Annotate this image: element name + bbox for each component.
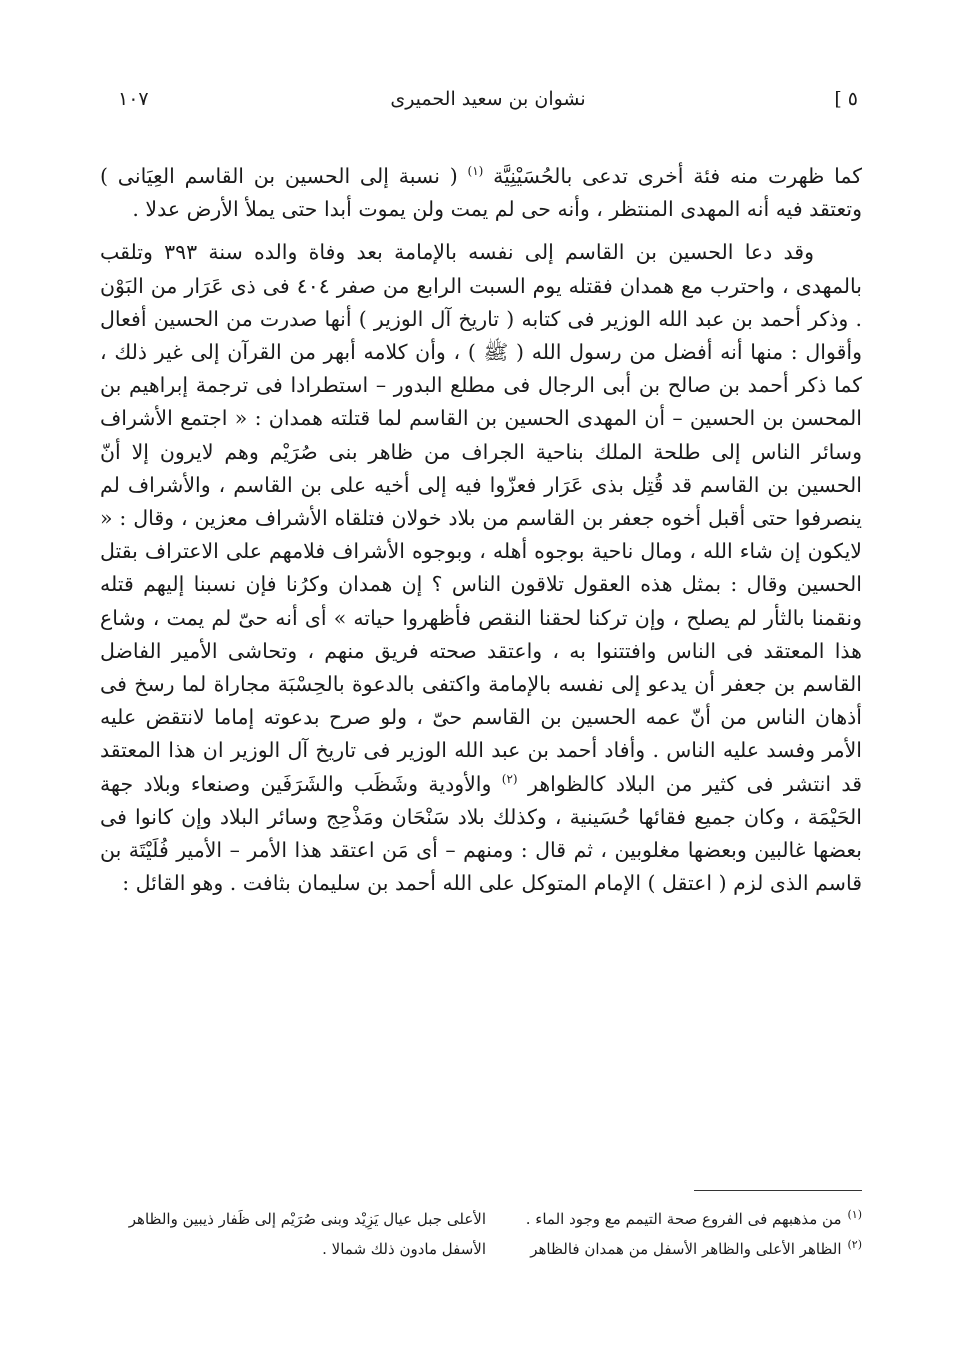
paragraph-2 — [100, 236, 862, 900]
paragraph-2-text-a: وقد دعا الحسين بن القاسم إلى نفسه بالإمامة بعد وفاة والده سنة ٣٩٣ وتلقب بالمهدى ، واحترب مع همدان فقتله يوم السبت الرابع من صفر ٤٠٤ فى ذى عَرَار من البَوْن . وذكر أحمد بن عبد الله الوزير فى كتابه ( تاريخ آل الوزير ) أنها صدرت من الحسين أفعال وأقوال : منها أنه أفضل من رسول الله ( ﷺ ) ، وأن كلامه أبهر من القرآن إلى غير ذلك ، كما ذكر أحمد بن صالح بن أبى الرجال فى مطلع البدور – استطرادا فى ترجمة إبراهيم بن المحسن بن الحسين – أن المهدى الحسين بن القاسم لما قتلته همدان : « اجتمع الأشراف وسائر الناس إلى طلحة الملك بناحية الجراف من ظاهر بنى صُرَيْم وهم لايرون إلا أنّ الحسين بن القاسم قد قُتِل بذى عَرَار فعزّوا فيه إلى أخيه على بن القاسم ، والأشراف لم ينصرفوا حتى أقبل أخوه جعفر بن القاسم من بلاد خولان فتلقاه الأشراف معزين ، وقال : « لايكون إن شاء الله ، ومال ناحية بوجوه أهله ، وبوجوه الأشراف فلامهم على الاعتراف بقتل الحسين وقال : بمثل هذه العقول تلاقون الناس ؟ إن همدان وكرُنا فإن نسبنا إليهم قتله ونقمنا بالثأر لم يصلح ، وإن تركنا لحقنا النقص فأظهروا حياته » أى أنه حىّ لم يمت ، وشاع هذا المعتقد فى الناس وافتتنوا به ، واعتقد صحته فريق منهم ، وتحاشى الأمير الفاضل القاسم بن جعفر أن يدعو إلى نفسه بالإمامة واكتفى بالدعوة بالحِسْبَة مجاراة لما رسخ فى أذهان الناس من أنّ عمه الحسين بن القاسم حىّ ، ولو صرح بدعوته إماما لانتقض عليه الأمر وفسد عليه الناس . وأفاد أحمد بن عبد الله الوزير فى تاريخ آل الوزير ان هذا المعتقد قد انتشر فى كثير من البلاد كالظواهر — [100, 240, 863, 796]
footnote-1-text: من مذهبهم فى الفروع صحة التيمم مع وجود الماء . — [525, 1210, 842, 1228]
running-title: نشوان بن سعيد الحميرى — [390, 88, 586, 110]
paragraph-2-text-b: والأودية وشَظَب والشَرَفَين وصنعاء وبلاد جهة الحَيْمَة ، وكان جميع فقائها حُسَينية ، وكذلك بلاد سَنْحَان ومَذْحِج وسائر البلاد وإن كانوا فى بعضها غالبين وبعضها مغلوبين ، ثم قال : ومنهم – أى مَن اعتقد هذا الأمر – الأمير فُلَيْتَة بن قاسم الذى لزم ( اعتقل ) الإمام المتوكل على الله أحمد بن سليمان بثافت . وهو القائل : — [100, 771, 862, 896]
chapter-mark: ٥ ] — [834, 88, 858, 110]
footnote-2-continuation-1: الأعلى جبل عيال يَزِيْد وبنى صُرَيْم إلى ظَفار ذيبين والظاهر — [128, 1210, 486, 1228]
footnote-2-continuation-2: الأسفل مادون ذلك شمالا . — [322, 1240, 486, 1258]
paragraph-1 — [100, 160, 862, 226]
paragraph-1-text-a: كما ظهرت منه فئة أخرى تدعى بالحُسَيْنِيَّة — [483, 164, 862, 188]
footnote-ref-2: (٢) — [501, 771, 518, 786]
footnote-ref-1: (١) — [467, 164, 484, 179]
footnote-separator — [694, 1190, 862, 1191]
footnote-1 — [492, 1204, 862, 1234]
footnote-1-number: (١) — [847, 1208, 862, 1221]
footnote-2 — [492, 1234, 862, 1264]
footnote-2-number: (٢) — [847, 1238, 862, 1251]
paragraph-1-text-b: ( نسبة إلى الحسين بن القاسم العِيَانى ) وتعتقد فيه أنه المهدى المنتظر ، وأنه حى لم يمت ولن يموت أبدا حتى يملأ الأرض عدلا . — [100, 164, 862, 222]
page-header — [118, 88, 858, 118]
footnotes-right-column — [492, 1204, 862, 1264]
main-text — [100, 160, 862, 900]
footnote-2-text: الظاهر الأعلى والظاهر الأسفل من همدان فالظاهر — [530, 1240, 842, 1258]
footnotes-left-column — [96, 1204, 486, 1264]
page-number: ١٠٧ — [118, 88, 149, 110]
